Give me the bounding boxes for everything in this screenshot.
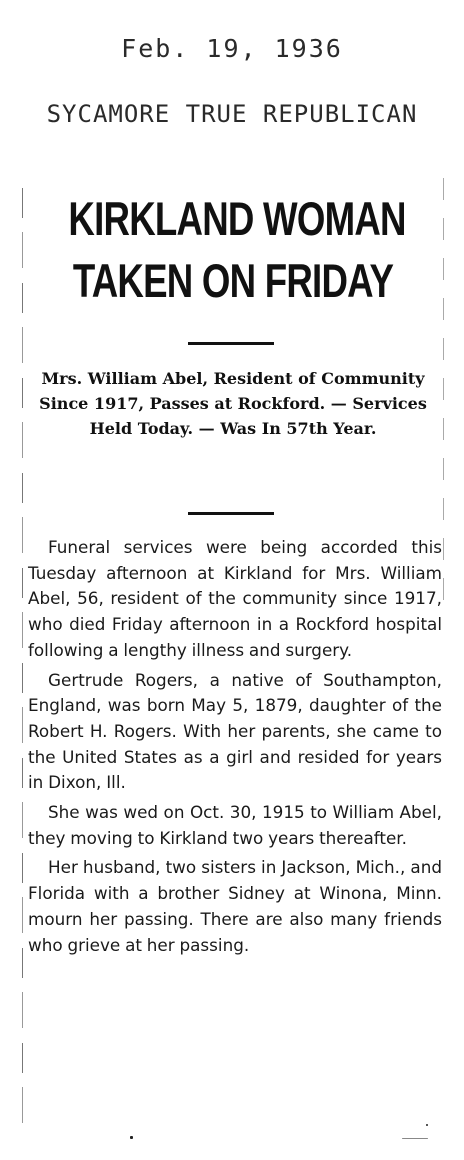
newspaper-name-text: SYCAMORE TRUE REPUBLICAN bbox=[46, 100, 418, 128]
divider-rule-top bbox=[188, 342, 274, 345]
print-speck bbox=[130, 1136, 133, 1139]
paragraph-marriage: She was wed on Oct. 30, 1915 to William Abel, they moving to Kirkland two years thereafter. bbox=[28, 802, 442, 848]
newspaper-clipping bbox=[22, 178, 444, 1148]
paragraph-funeral: Funeral services were being accorded this Tuesday afternoon at Kirkland for Mrs. William Abel, 56, resident of the community since 1917, who died Friday afternoon in a Rockford hospital following a lengthy illness and surgery. bbox=[28, 537, 442, 660]
clipping-date: Feb. 19, 1936 bbox=[121, 34, 343, 63]
clipping-left-edge bbox=[22, 188, 23, 1138]
paragraph-biography: Gertrude Rogers, a native of Southampton, England, was born May 5, 1879, daughter of the Robert H. Rogers. With her parents, she came to the United States as a girl and resided for years in Dixon, Ill. bbox=[28, 669, 442, 793]
print-speck bbox=[402, 1138, 428, 1139]
subheadline: Mrs. William Abel, Resident of Community Since 1917, Passes at Rockford. — Services Held Today. — Was In 57th Year. bbox=[39, 369, 427, 438]
print-speck bbox=[426, 1124, 428, 1126]
headline-line-2: TAKEN ON FRIDAY bbox=[72, 254, 394, 307]
headline-line-1: KIRKLAND WOMAN bbox=[68, 192, 406, 245]
paragraph-survivors: Her husband, two sisters in Jackson, Mich., and Florida with a brother Sidney at Winona, Minn. mourn her passing. There are also many friends who grieve at her passing. bbox=[28, 857, 442, 955]
divider-rule-bottom bbox=[188, 512, 274, 515]
headline bbox=[68, 188, 406, 312]
newspaper-name bbox=[0, 100, 464, 129]
article-body bbox=[28, 535, 442, 962]
